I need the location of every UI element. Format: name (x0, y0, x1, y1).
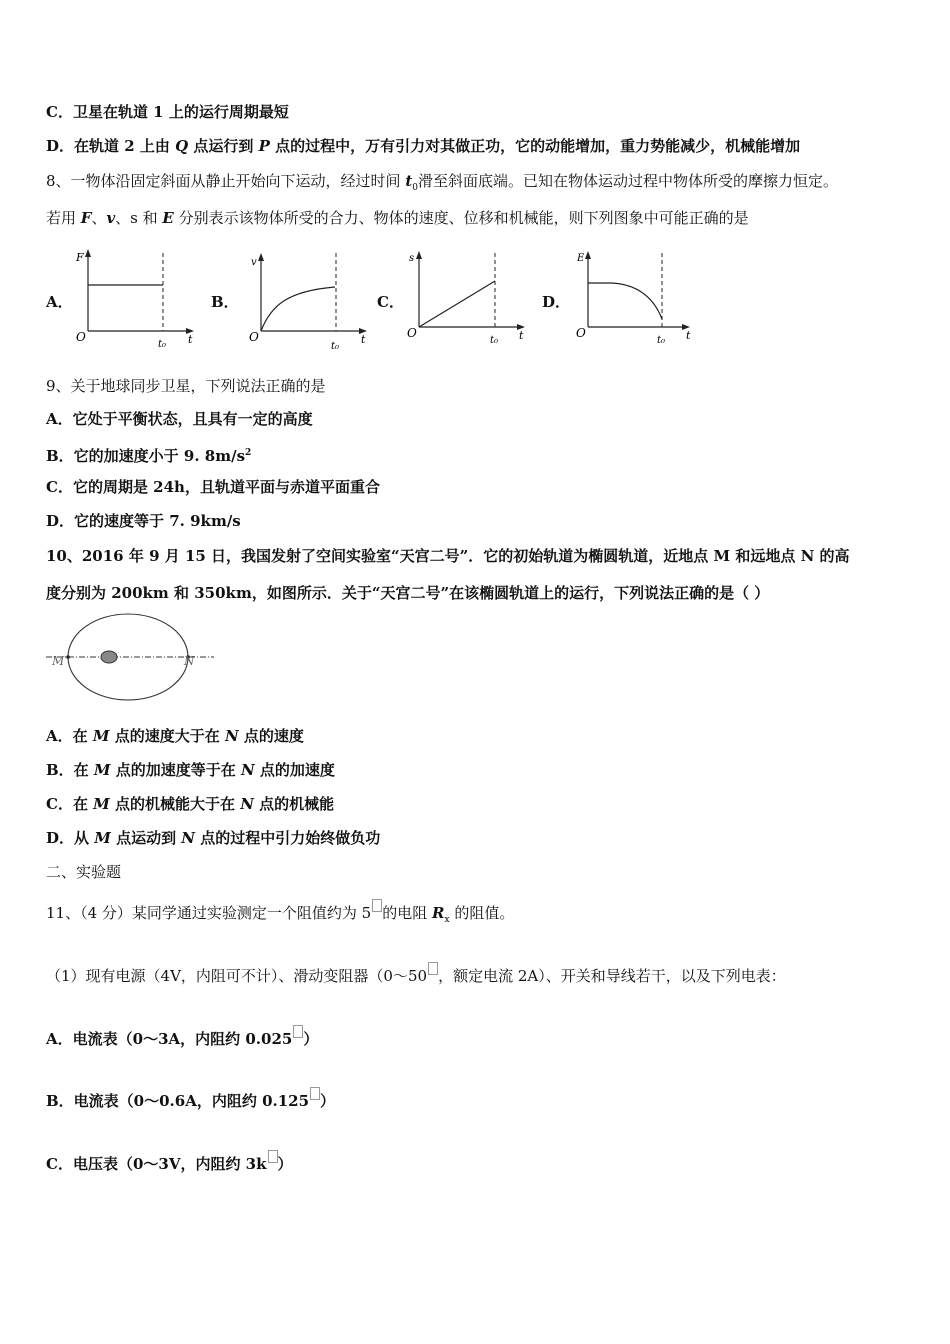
q7-option-c: C．卫星在轨道 1 上的运行周期最短 (46, 103, 289, 121)
graph-b-tick: t₀ (331, 341, 340, 350)
q10-option-a: A．在 M 点的速度大于在 N 点的速度 (46, 727, 304, 745)
q9-option-a: A．它处于平衡状态，且具有一定的高度 (46, 410, 313, 428)
graph-b-xlabel: t (361, 333, 366, 346)
graph-c-xlabel: t (519, 329, 524, 342)
graph-d-xlabel: t (686, 329, 691, 342)
graph-a-ylabel: F (76, 251, 84, 264)
q8-stem-line1: 8、一物体沿固定斜面从静止开始向下运动，经过时间 $t_0$滑至斜面底端。已知在物体运动过程中物体所受的摩擦力恒定。 (46, 172, 839, 193)
q11-option-a: A．电流表（0～3A，内阻约 0.025 ） (46, 1025, 318, 1049)
q10-orbit-diagram (44, 610, 219, 705)
graph-a-xlabel: t (188, 333, 193, 346)
graph-c-origin: O (407, 326, 417, 340)
q8-graph-c (401, 245, 531, 350)
q9-option-c: C．它的周期是 24h，且轨道平面与赤道平面重合 (46, 478, 380, 496)
q10-stem-line1: 10、2016 年 9 月 15 日，我国发射了空间实验室“天宫二号”．它的初始轨道为椭圆轨道，近地点 M 和远地点 N 的高 (46, 547, 850, 565)
q8-option-b-label: B． (211, 293, 239, 311)
ohm-placeholder-icon (310, 1087, 320, 1100)
q11-stem: 11、（4 分）某同学通过实验测定一个阻值约为 5 的电阻 $R_x$ 的阻值。 (46, 899, 514, 930)
graph-a-tick: t₀ (158, 339, 167, 350)
graph-c-ylabel: s (409, 253, 415, 264)
q11-option-b: B．电流表（0～0.6A，内阻约 0.125 ） (46, 1087, 335, 1111)
q7-option-d: D．在轨道 2 上由 Q 点运行到 P 点的过程中，万有引力对其做正功，它的动能增加，重力势能减少，机械能增加 (46, 137, 801, 155)
graph-b-ylabel: v (251, 257, 257, 268)
q8-option-a-label: A． (46, 293, 73, 311)
section-heading-experiments: 二、实验题 (46, 863, 122, 881)
q10-stem-line2: 度分别为 200km 和 350km，如图所示．关于“天宫二号”在该椭圆轨道上的运行，下列说法正确的是（ ） (46, 584, 770, 602)
ohm-placeholder-icon (372, 899, 382, 912)
graph-a-origin: O (76, 330, 86, 344)
graph-c-tick: t₀ (490, 335, 499, 346)
ohm-placeholder-icon (268, 1150, 278, 1163)
q10-option-b: B．在 M 点的加速度等于在 N 点的加速度 (46, 761, 335, 779)
q8-stem-line2: 若用 F、v、s 和 E 分别表示该物体所受的合力、物体的速度、位移和机械能，则下列图象中可能正确的是 (46, 209, 749, 227)
q8-graph-d (570, 245, 700, 350)
orbit-label-n: N (184, 654, 195, 668)
q10-option-c: C．在 M 点的机械能大于在 N 点的机械能 (46, 795, 335, 813)
q11-option-c: C．电压表（0～3V，内阻约 3k ） (46, 1150, 293, 1174)
ohm-placeholder-icon (428, 962, 438, 975)
graph-b-origin: O (249, 330, 259, 344)
q9-stem: 9、关于地球同步卫星，下列说法正确的是 (46, 377, 326, 395)
q9-option-d: D．它的速度等于 7. 9km/s (46, 512, 241, 530)
q8-option-c-label: C． (377, 293, 404, 311)
q8-graph-b (243, 245, 373, 350)
graph-d-tick: t₀ (657, 335, 666, 346)
q9-option-b: B．它的加速度小于 9. $8m/s^2$ (46, 447, 252, 465)
ohm-placeholder-icon (293, 1025, 303, 1038)
graph-d-ylabel: E (577, 253, 585, 264)
graph-d-origin: O (576, 326, 586, 340)
q10-option-d: D．从 M 点运动到 N 点的过程中引力始终做负功 (46, 829, 381, 847)
orbit-label-m: M (52, 654, 65, 668)
q8-graph-a (70, 245, 200, 350)
q11-part1: （1）现有电源（4V，内阻可不计）、滑动变阻器（0～50 ，额定电流 2A）、开关和导线若干，以及下列电表： (46, 962, 786, 986)
q8-option-d-label: D． (542, 293, 571, 311)
